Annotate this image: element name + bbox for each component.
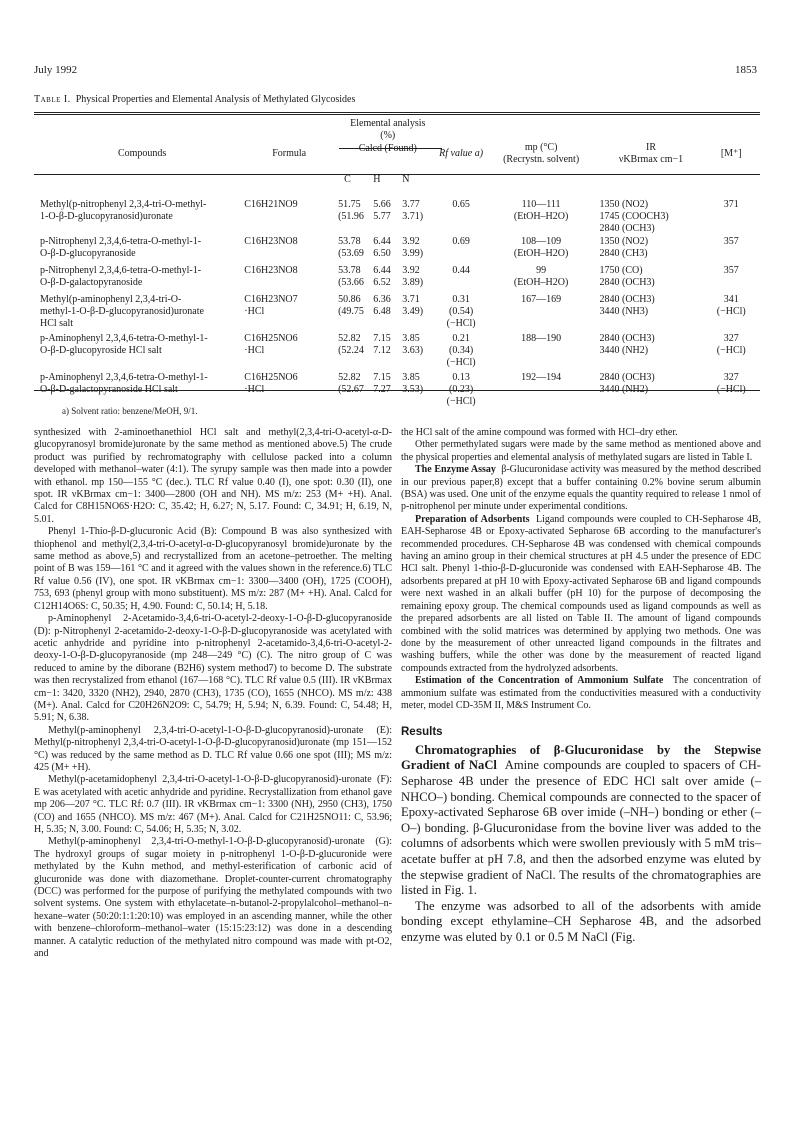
ir-value-line: 2840 (OCH3) xyxy=(599,293,655,305)
formula-line: C16H25NO6 xyxy=(244,371,298,383)
cell-rf-value xyxy=(431,294,490,333)
mp-value-line: 188—190 xyxy=(521,332,562,344)
rf-value-line: 0.69 xyxy=(452,235,470,247)
mp-value-line: (EtOH–H2O) xyxy=(513,211,569,223)
left-para-1: synthesized with 2-aminoethanethiol HCl salt and methyl(2,3,4-tri-O-acetyl-α-D-glucopyranosyl bromide)uronate by the same method as mentioned above.5) The crude product was purified by rechromatography with cellulose packed into a column developed with methanol–water (4:1). The syrupy sample was then made into a powder with ethanol. mp 150—155 °C (dec.). TLC Rf value 0.40 (I), one spot: 0.30 (II), one spot. IR νKBrmax cm−1: 3400—2800 (OH and NH). MS m/z: 253 (M+ +H). Anal. Calcd for C8H15NO6S·H2O: C, 35.42; H, 6.27; N, 5.17. Found: C, 34.91; H, 6.19, N, 5.01. xyxy=(34,427,392,525)
mplus-value-line: 371 xyxy=(723,198,739,210)
ir-value-line: 1350 (NO2) xyxy=(599,235,649,247)
table-top-rule-2 xyxy=(34,114,760,115)
rf-value-line: (0.34) xyxy=(449,345,474,357)
cell-mp-value xyxy=(491,294,592,333)
cell-ir-value xyxy=(591,265,702,294)
mplus-value-line: 327 xyxy=(723,332,739,344)
formula-line: ·HCl xyxy=(244,345,265,357)
c-value-line: 51.75 xyxy=(338,198,361,210)
n-value-line: 3.71 xyxy=(402,293,420,305)
right-para-1: the HCl salt of the amine compound was formed with HCl–dry ether. xyxy=(401,427,678,438)
cell-n-value xyxy=(402,372,431,411)
adsorbents-text: Ligand compounds were coupled to CH-Sepharose 4B, EAH-Sepharose 4B or Epoxy-activated Sepharose 6B according to the manufacturer's recommended procedures. CH-Sepharose 4B was condensed with chemical compounds having an amino group in their chemical structures at pH 4.5 under the presence of EDC HCl salt. Phenyl 1-thio-β-D-glucuronide was condensed with EAH-Sepharose 4B. The adsorbents prepared at pH 10 with Epoxy-activated Sepharose 6B and ligand compounds were next washed in an alkali buffer (pH 10) for the purpose of decomposing the remaining epoxy group. The chemical compounds used as ligand compounds as well as the prepared adsorbents are all listed on Table II. The amount of ligand compounds combined with the solid matrices was determined by applying two methods. One was done by the measurement of other unreacted ligand compounds in the filtrates and washing buffers, while the other was done by the measurement of reacted ligand compounds extracted from the hydrolyzed adsorbents. xyxy=(401,513,761,674)
col-header-h: H xyxy=(373,173,381,185)
n-value-line: 3.53) xyxy=(402,384,424,396)
c-value-line: 50.86 xyxy=(338,293,361,305)
table-row xyxy=(34,333,760,372)
compound-line: p-Aminophenyl 2,3,4,6-tetra-O-methyl-1- xyxy=(40,332,208,344)
cell-rf-value xyxy=(431,372,490,411)
col-header-mp xyxy=(491,116,592,193)
compound-line: 1-O-β-D-glucopyranosid)uronate xyxy=(40,211,173,223)
adsorbents-heading: Preparation of Adsorbents xyxy=(415,513,530,525)
compound-line: O-β-D-glucopyranoside xyxy=(40,248,136,260)
left-para-5: Methyl(p-acetamidophenyl 2,3,4-tri-O-acetyl-1-O-β-D-glucopyranosid)-uronate (F): E was acetylated with acetic anhydride and pyridine. Recrystallization from ethanol gave mp 206—207 °C. TLC Rf: 0.7 (III). IR νKBrmax cm−1: 3300 (NH), 2950 (CH3), 1750 (CO) and 1655 (NHCO). MS m/z: 467 (M+). Anal. Calcd for C21H25NO11: C, 53.96; H, 5.35; N, 3.00. Found: C, 54.06; H, 5.35; N, 3.02. xyxy=(34,774,392,835)
mp-value-line: 192—194 xyxy=(521,371,562,383)
ir-value-line: 2840 (OCH3) xyxy=(599,223,655,235)
rf-value-line: (−HCl) xyxy=(446,357,476,369)
ir-value-line: 3440 (NH3) xyxy=(599,306,649,318)
cell-mplus-value xyxy=(702,372,760,411)
c-value-line: 53.78 xyxy=(338,264,361,276)
n-value-line: 3.71) xyxy=(402,211,424,223)
compound-line: p-Nitrophenyl 2,3,4,6-tetra-O-methyl-1- xyxy=(40,264,202,276)
cell-n-value xyxy=(402,193,431,236)
ir-sub-label: νKBrmax cm−1 xyxy=(618,154,684,166)
cell-mplus-value xyxy=(702,265,760,294)
cell-formula xyxy=(244,294,334,333)
c-value-line: 52.82 xyxy=(338,371,361,383)
cell-compound xyxy=(34,294,244,333)
rf-value-line: 0.31 xyxy=(452,293,470,305)
formula-line: C16H21NO9 xyxy=(244,198,298,210)
ir-value-line: 1750 (CO) xyxy=(599,264,643,276)
col-header-ir xyxy=(591,116,702,193)
rf-value-line: 0.65 xyxy=(452,198,470,210)
compound-line: Methyl(p-nitrophenyl 2,3,4-tri-O-methyl- xyxy=(40,198,207,210)
cell-rf-value xyxy=(431,236,490,265)
table-label: Table I. xyxy=(34,94,71,105)
mplus-value-line: 327 xyxy=(723,371,739,383)
cell-mplus-value xyxy=(702,236,760,265)
cell-h-value xyxy=(373,333,402,372)
results-para-2: The enzyme was adsorbed to all of the adsorbents with amide bonding except ethylamine–CH Sepharose 4B, and the adsorbed enzyme was eluted by 0.1 or 0.5 M NaCl (Fig. xyxy=(401,898,761,944)
table-row xyxy=(34,193,760,236)
right-para-5 xyxy=(401,675,761,712)
cell-c-value xyxy=(334,193,373,236)
mplus-value-line: 357 xyxy=(723,264,739,276)
c-value-line: 52.82 xyxy=(338,332,361,344)
ir-value-line: 2840 (OCH3) xyxy=(599,371,655,383)
right-para-4 xyxy=(401,514,761,675)
cell-h-value xyxy=(373,193,402,236)
ir-value-line: 2840 (OCH3) xyxy=(599,277,655,289)
col-header-rf: Rf value a) xyxy=(439,148,484,160)
right-para-3 xyxy=(401,464,761,514)
cell-mplus-value xyxy=(702,333,760,372)
mp-value-line: (EtOH–H2O) xyxy=(513,277,569,289)
left-para-2: Phenyl 1-Thio-β-D-glucuronic Acid (B): Compound B was also synthesized with thiophenol and methyl(2,3,4-tri-O-acetyl-α-D-glucopyranosyl bromide)uronate by the same method as above,5) and recrystallized from an acetone–petroether. The melting point of B was 159—161 °C and it agreed with the values shown in the reference.6) TLC Rf value 0.56 (IV), one spot. IR νKBrmax cm−1: 3300—3400 (OH), 1725 (COOH), 753, 693 (phenyl group with mono substituent). MS m/z: 287 (M+ +H). Anal. Calcd for C12H14O6S: C, 50.35; H, 4.90. Found: C, 50.14; H, 5.18. xyxy=(34,526,392,612)
compound-line: O-β-D-glucopyroside HCl salt xyxy=(40,345,162,357)
h-value-line: 6.48 xyxy=(373,306,391,318)
cell-rf-value xyxy=(431,193,490,236)
col-header-formula: Formula xyxy=(272,148,307,160)
left-para-6: Methyl(p-aminophenyl 2,3,4-tri-O-methyl-1-O-β-D-glucopyranosid)-uronate (G): The hydroxyl groups of sugar moiety in p-nitrophenyl 1-O-β-D-glucuronide were methylated by the Kuhn method, and methyl-esterification of carbonic acid of glucuronide was done with diazomethane. Droplet-counter-current chromatography (DCC) was performed for the purpose of purifying the methylated compounds with two solvent systems. One system with ethylacetate–n-butanol-2-propylalcohol–methanol–n-hexane–water (50:20:1:1:20:10) was employed in an ascending manner, while the other with benzene–chloroform–methanol–water (15:15:23:12) was done in a descending manner. A catalytic reduction of the methylated nitro compound was made with pt-O2, and xyxy=(34,836,392,960)
rf-value-line: (−HCl) xyxy=(446,396,476,408)
rf-value-line: (−HCl) xyxy=(446,318,476,330)
compound-line: Methyl(p-aminophenyl 2,3,4-tri-O- xyxy=(40,293,182,305)
h-value-line: 6.52 xyxy=(373,277,391,289)
compound-line: O-β-D-galactopyranoside HCl salt xyxy=(40,384,178,396)
cell-rf-value xyxy=(431,333,490,372)
formula-line: ·HCl xyxy=(244,306,265,318)
cell-mplus-value xyxy=(702,294,760,333)
cell-rf-value xyxy=(431,265,490,294)
results-para-1 xyxy=(401,743,761,899)
h-value-line: 7.12 xyxy=(373,345,391,357)
cell-mplus-value xyxy=(702,193,760,236)
formula-line: C16H23NO7 xyxy=(244,293,298,305)
c-value-line: (49.75 xyxy=(338,306,364,318)
cell-ir-value xyxy=(591,193,702,236)
table-top-rule xyxy=(34,112,760,113)
mplus-value-line: (−HCl) xyxy=(716,384,746,396)
h-value-line: 7.27 xyxy=(373,384,391,396)
mp-value-line: 110—111 xyxy=(521,198,561,210)
mp-value-line: (EtOH–H2O) xyxy=(513,248,569,260)
n-value-line: 3.85 xyxy=(402,332,420,344)
results-heading: Results xyxy=(401,726,443,739)
mp-value-line: 99 xyxy=(536,264,547,276)
col-header-c: C xyxy=(344,173,351,185)
calcd-label: Calcd (Found) xyxy=(358,142,417,154)
chromatography-heading: Chromatographies of β-Glucuronidase by the Stepwise Gradient of NaCl xyxy=(401,742,761,773)
n-value-line: 3.77 xyxy=(402,198,420,210)
table-caption xyxy=(34,94,355,105)
c-value-line: (52.24 xyxy=(338,345,364,357)
cell-h-value xyxy=(373,372,402,411)
cell-c-value xyxy=(334,265,373,294)
col-header-mplus: [M⁺] xyxy=(720,148,742,160)
ir-value-line: 1350 (NO2) xyxy=(599,198,649,210)
cell-c-value xyxy=(334,372,373,411)
mp-value-line: 108—109 xyxy=(521,235,562,247)
cell-h-value xyxy=(373,236,402,265)
cell-mp-value xyxy=(491,372,592,411)
mp-sub-label: (Recrystn. solvent) xyxy=(503,154,580,166)
c-value-line: (52.67 xyxy=(338,384,364,396)
col-header-elemental xyxy=(334,116,431,155)
ir-label: IR xyxy=(645,142,656,154)
n-value-line: 3.99) xyxy=(402,248,424,260)
mplus-value-line: (−HCl) xyxy=(716,345,746,357)
ammonium-text: The concentration of ammonium sulfate was estimated from the conductivities measured with a conductivity meter, model CD-35M II, M&S Instrument Co. xyxy=(401,675,761,711)
cell-compound xyxy=(34,333,244,372)
rf-value-line: (0.23) xyxy=(449,384,474,396)
cell-c-value xyxy=(334,333,373,372)
cell-n-value xyxy=(402,294,431,333)
glycosides-table xyxy=(34,116,760,411)
table-row xyxy=(34,236,760,265)
c-value-line: (51.96 xyxy=(338,211,364,223)
compound-line: HCl salt xyxy=(40,318,74,330)
right-column xyxy=(401,427,761,945)
formula-line: ·HCl xyxy=(244,384,265,396)
col-header-n: N xyxy=(402,173,410,185)
cell-n-value xyxy=(402,265,431,294)
enzyme-assay-text: β-Glucuronidase activity was measured by the method described in our previous paper,8) except that a buffer containing 0.2% bovine serum albumin (BSA) was used. One unit of the enzyme equals the quantity required to release 1 nmol of p-nitrophenol per minute under experimental conditions. xyxy=(401,464,762,513)
h-value-line: 5.66 xyxy=(373,198,391,210)
n-value-line: 3.49) xyxy=(402,306,424,318)
h-value-line: 6.36 xyxy=(373,293,391,305)
ir-value-line: 3440 (NH2) xyxy=(599,345,649,357)
cell-formula xyxy=(244,265,334,294)
ir-value-line: 2840 (OCH3) xyxy=(599,332,655,344)
ammonium-heading: Estimation of the Concentration of Ammonium Sulfate xyxy=(415,675,664,687)
rf-value-line: (0.54) xyxy=(449,306,474,318)
cell-ir-value xyxy=(591,372,702,411)
cell-h-value xyxy=(373,294,402,333)
left-para-3: p-Aminophenyl 2-Acetamido-3,4,6-tri-O-acetyl-2-deoxy-1-O-β-D-glucopyranoside (D): p-Nitrophenyl 2-acetamido-2-deoxy-1-O-β-D-glucopyranoside was acetylated with acetic anhydride and pyridine into p-nitrophenyl 2-acetamido-3,4,6-tri-O-acetyl-2-deoxy-1-O-β-D-glucopyranoside (mp 248—249 °C) (C). The nitro group of C was reduced to amine by the diborane (B2H6) system method7) to become D. The substrate was then recrystalized from ethanol (167—168 °C). TLC Rf value 0.5 (III). IR νKBrmax cm−1: 3420, 3320 (NH2), 2940, 2870 (CH3), 1735 (CO), 1655 (NHCO). MS m/z: 438 (M+). Anal. Calcd for C20H26N2O9: C, 54.79; H, 5.94; N, 6.39. Found: C, 54.48; H, 5.91; N, 6.38. xyxy=(34,613,392,724)
n-value-line: 3.89) xyxy=(402,277,424,289)
mplus-value-line: 341 xyxy=(723,293,739,305)
rf-value-line: 0.13 xyxy=(452,371,470,383)
compound-line: O-β-D-galactopyranoside xyxy=(40,277,143,289)
cell-compound xyxy=(34,236,244,265)
h-value-line: 5.77 xyxy=(373,211,391,223)
cell-h-value xyxy=(373,265,402,294)
cell-compound xyxy=(34,265,244,294)
formula-line: C16H23NO8 xyxy=(244,235,298,247)
h-value-line: 7.15 xyxy=(373,332,391,344)
mplus-value-line: (−HCl) xyxy=(716,306,746,318)
cell-compound xyxy=(34,193,244,236)
compound-line: p-Aminophenyl 2,3,4,6-tetra-O-methyl-1- xyxy=(40,371,208,383)
cell-mp-value xyxy=(491,265,592,294)
results-body xyxy=(401,743,761,946)
running-header-date: July 1992 xyxy=(34,64,78,76)
cell-c-value xyxy=(334,294,373,333)
ir-value-line: 2840 (CH3) xyxy=(599,248,648,260)
left-column xyxy=(34,427,392,960)
right-para-2: Other permethylated sugars were made by the same method as mentioned above and the physical properties and elemental analysis of methylated sugars are listed in Table I. xyxy=(401,439,761,463)
formula-line: C16H23NO8 xyxy=(244,264,298,276)
page-number: 1853 xyxy=(735,64,757,76)
table-row xyxy=(34,294,760,333)
table-row xyxy=(34,372,760,411)
left-para-4: Methyl(p-aminophenyl 2,3,4-tri-O-acetyl-1-O-β-D-glucopyranosid)-uronate (E): Methyl(p-nitrophenyl 2,3,4-tri-O-acetyl-1-O-β-D-glucopyranosid)uronate (mp 151—152 °C) was reduced by the same method as D. TLC Rf value 0.66 one spot (III); MS m/z: 425 (M+ +H). xyxy=(34,724,392,773)
table-title: Physical Properties and Elemental Analysis of Methylated Glycosides xyxy=(75,94,356,105)
cell-ir-value xyxy=(591,333,702,372)
rf-value-line: 0.21 xyxy=(452,332,470,344)
cell-ir-value xyxy=(591,294,702,333)
c-value-line: (53.69 xyxy=(338,248,364,260)
cell-mp-value xyxy=(491,333,592,372)
mp-value-line: 167—169 xyxy=(521,293,562,305)
h-value-line: 7.15 xyxy=(373,371,391,383)
mplus-value-line: 357 xyxy=(723,235,739,247)
compound-line: p-Nitrophenyl 2,3,4,6-tetra-O-methyl-1- xyxy=(40,235,202,247)
ir-value-line: 3440 (NH2) xyxy=(599,384,649,396)
n-value-line: 3.63) xyxy=(402,345,424,357)
formula-line: C16H25NO6 xyxy=(244,332,298,344)
h-value-line: 6.44 xyxy=(373,235,391,247)
table-footnote: a) Solvent ratio: benzene/MeOH, 9/1. xyxy=(62,406,198,416)
col-header-compounds: Compounds xyxy=(117,148,167,160)
cell-mp-value xyxy=(491,193,592,236)
n-value-line: 3.92 xyxy=(402,264,420,276)
rf-value-line: 0.44 xyxy=(452,264,470,276)
n-value-line: 3.92 xyxy=(402,235,420,247)
n-value-line: 3.85 xyxy=(402,371,420,383)
cell-n-value xyxy=(402,236,431,265)
cell-formula xyxy=(244,333,334,372)
h-value-line: 6.44 xyxy=(373,264,391,276)
h-value-line: 6.50 xyxy=(373,248,391,260)
c-value-line: (53.66 xyxy=(338,277,364,289)
c-value-line: 53.78 xyxy=(338,235,361,247)
enzyme-assay-heading: The Enzyme Assay xyxy=(415,464,496,476)
elemental-label: Elemental analysis (%) xyxy=(350,118,426,142)
ir-value-line: 1745 (COOCH3) xyxy=(599,211,669,223)
cell-formula xyxy=(244,372,334,411)
mp-label: mp (°C) xyxy=(524,142,558,154)
cell-c-value xyxy=(334,236,373,265)
compound-line: methyl-1-O-β-D-glucopyranosid)uronate xyxy=(40,306,204,318)
cell-n-value xyxy=(402,333,431,372)
cell-ir-value xyxy=(591,236,702,265)
cell-mp-value xyxy=(491,236,592,265)
chromatography-text: Amine compounds are coupled to spacers of CH-Sepharose 4B under the presence of EDC HCl salt over amide (–NHCO–) bonding. Chemical compounds are connected to the spacer of Epoxy-activated Sepharose 6B over imide (–NH–) bonding or ether (–O–) bonding. β-Glucuronidase from the bovine liver was added to the columns of adsorbents which were swollen previously with 5 mM tris–acetate buffer at pH 7.8, and then the adsorbed enzyme was eluted by the stepwise gradient of NaCl. The results of the chromatographies are listed in Fig. 1. xyxy=(401,758,761,898)
table-row xyxy=(34,265,760,294)
cell-compound xyxy=(34,372,244,411)
cell-formula xyxy=(244,236,334,265)
cell-formula xyxy=(244,193,334,236)
